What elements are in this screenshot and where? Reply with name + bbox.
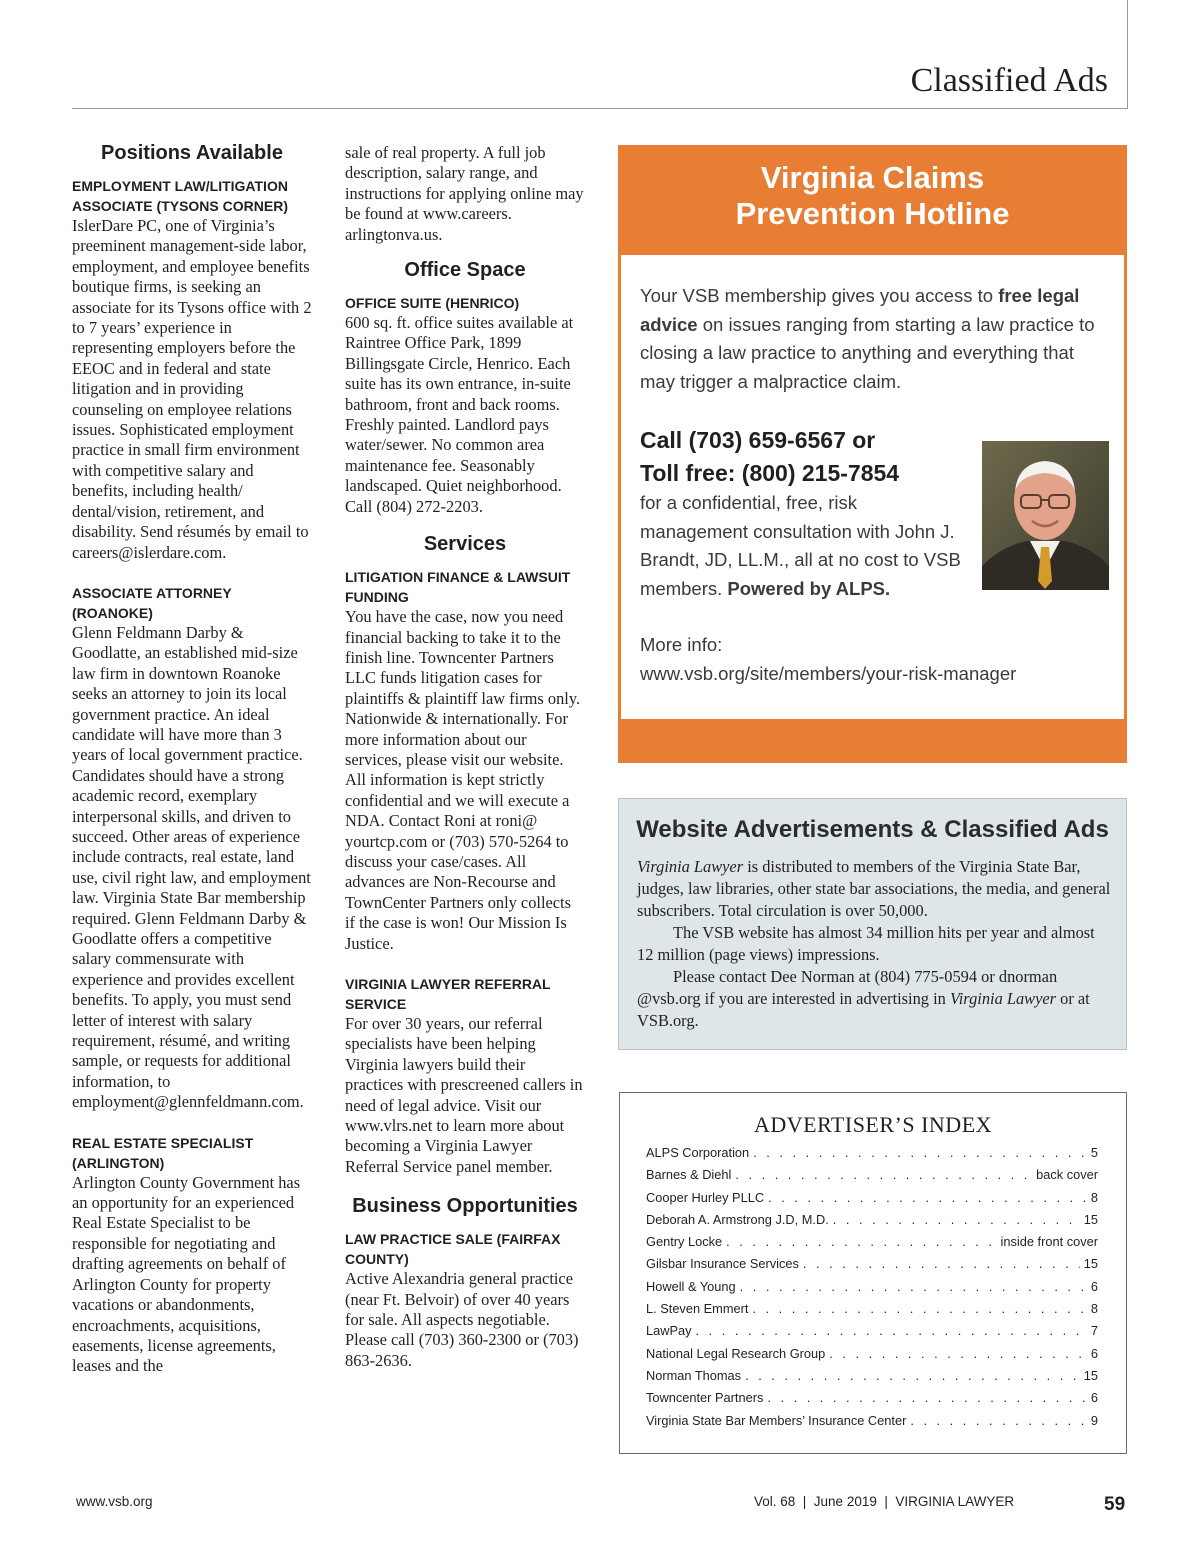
index-row [646, 1212, 1098, 1234]
index-page: 8 [1090, 1189, 1098, 1205]
advertiser-index-list [646, 1145, 1098, 1435]
index-row [646, 1256, 1098, 1278]
section-title: Classified Ads [910, 62, 1108, 99]
index-advertiser: Norman Thomas [646, 1367, 742, 1383]
index-row [646, 1301, 1098, 1323]
index-row [646, 1413, 1098, 1435]
hotline-description: Your VSB membership gives you access to free legal advice on issues ranging from starting a law practice to closing a law practice to anything and everything that may trigger a malpractice claim. [640, 285, 1095, 392]
index-row [646, 1346, 1098, 1368]
ad-body: Active Alexandria general practice (near Ft. Belvoir) of over 40 years for sale. All aspects negotiable. Please call (703) 360-2300 or (703) 863-2636. [345, 1269, 579, 1370]
index-advertiser: Cooper Hurley PLLC [646, 1189, 765, 1205]
hotline-consultation-text: for a confidential, free, risk management consultation with John J. Brandt, JD, LL.M., all at no cost to VSB members. Powered by ALPS. [640, 492, 961, 599]
header-horizontal-rule [72, 108, 1128, 109]
page-number: 59 [1104, 1494, 1126, 1515]
ad-body-continued: sale of real property. A full job description, salary range, and instructions for applying online may be found at www.careers. arlingtonva.us. [345, 143, 584, 244]
index-row [646, 1279, 1098, 1301]
index-leader-dots [768, 1190, 1087, 1205]
index-page: back cover [1036, 1167, 1098, 1183]
ad-body: For over 30 years, our referral specialists have been helping Virginia lawyers build their practices with prescreened callers in need of legal advice. Visit our www.vlrs.net to learn more about becoming a Virginia Lawyer Referral Service panel member. [345, 1014, 583, 1176]
index-page: inside front cover [1000, 1234, 1098, 1250]
powered-by-alps: Powered by ALPS. [727, 577, 891, 599]
website-ads-paragraph-1: Virginia Lawyer is distributed to members of the Virginia State Bar, judges, law libraries, other state bar associations, the media, and general subscribers. Total circulation is over 50,000. [637, 857, 1111, 920]
index-advertiser: L. Steven Emmert [646, 1301, 749, 1317]
index-row [646, 1390, 1098, 1412]
index-row [646, 1323, 1098, 1345]
index-page: 15 [1083, 1211, 1098, 1227]
index-advertiser: LawPay [646, 1323, 692, 1339]
ad-title: VIRGINIA LAWYER REFERRAL SERVICE [345, 976, 551, 1012]
index-advertiser: Gentry Locke [646, 1234, 723, 1250]
index-advertiser: Howell & Young [646, 1278, 736, 1294]
ad-title: LAW PRACTICE SALE (FAIRFAX COUNTY) [345, 1231, 561, 1268]
index-advertiser: Towncenter Partners [646, 1390, 764, 1406]
ad-title: OFFICE SUITE (HENRICO) [345, 295, 520, 312]
index-page: 9 [1090, 1412, 1098, 1428]
ad-title: REAL ESTATE SPECIALIST (ARLINGTON) [72, 1134, 254, 1171]
index-advertiser: Virginia State Bar Members’ Insurance Center [646, 1412, 907, 1428]
index-leader-dots [735, 1167, 1032, 1182]
index-leader-dots [910, 1413, 1087, 1428]
classifieds-column-1 [72, 140, 312, 1377]
index-leader-dots [745, 1368, 1080, 1383]
index-leader-dots [767, 1390, 1087, 1405]
index-leader-dots [829, 1346, 1087, 1361]
index-page: 6 [1090, 1345, 1098, 1361]
services-heading: Services [423, 533, 507, 556]
hotline-phone-local: Call (703) 659-6567 or [640, 427, 876, 453]
index-row [646, 1234, 1098, 1256]
website-ads-paragraph-3: Please contact Dee Norman at (804) 775-0594 or dnorman @vsb.org if you are interested in advertising in Virginia Lawyer or at VSB.org. [637, 967, 1090, 1030]
hotline-title-line-2: Prevention Hotline [735, 196, 1010, 231]
index-page: 7 [1090, 1323, 1098, 1339]
index-page: 6 [1090, 1390, 1098, 1406]
more-info-label: More info: [640, 634, 723, 655]
ad-body: Arlington County Government has an opportunity for an experienced Real Estate Specialist to be responsible for negotiating and drafting agreements on behalf of Arlington County for property vacations or abandonments, encroachments, acquisitions, easements, license agreements, leases and the [72, 1172, 301, 1376]
free-legal-advice-emphasis: free legal advice [640, 285, 1080, 335]
more-info-link[interactable]: www.vsb.org/site/members/your-risk-manager [640, 662, 1017, 684]
ad-body: 600 sq. ft. office suites available at Raintree Office Park, 1899 Billingsgate Circle, Henrico. Each suite has its own entrance, in-suite bathroom, front and back rooms. Freshly painted. Landlord pays water/sewer. No common area maintenance fee. Seasonably landscaped. Quiet neighborhood. Call (804) 272-2203. [345, 313, 574, 516]
index-leader-dots [753, 1145, 1087, 1160]
index-leader-dots [696, 1323, 1087, 1338]
index-page: 6 [1090, 1278, 1098, 1294]
index-page: 15 [1083, 1256, 1098, 1272]
index-leader-dots [752, 1301, 1086, 1316]
index-leader-dots [740, 1279, 1087, 1294]
ad-title: LITIGATION FINANCE & LAWSUIT FUNDING [345, 569, 571, 606]
hotline-phone-tollfree: Toll free: (800) 215-7854 [640, 460, 900, 486]
hotline-more-info [640, 631, 1110, 688]
index-advertiser: ALPS Corporation [646, 1145, 750, 1160]
index-advertiser: National Legal Research Group [646, 1345, 826, 1361]
business-heading: Business Opportunities [352, 1195, 578, 1218]
classifieds-column-2 [345, 143, 585, 1371]
office-space-heading: Office Space [404, 259, 526, 282]
footer-website[interactable]: www.vsb.org [76, 1494, 153, 1509]
advertiser-index-title: ADVERTISER’S INDEX [753, 1112, 993, 1137]
index-row [646, 1167, 1098, 1189]
ad-body: IslerDare PC, one of Virginia’s preeminent management-side labor, employment, and employee benefits boutique firms, is seeking an associate for its Tysons office with 2 to 7 years’ experience in representing employers before the EEOC and in federal and state litigation and in providing counseling on employee relations issues. Sophisticated employment practice in small firm environment with competitive salary and benefits, including health/ dental/vision, retirement, and disability. Send résumés by email to careers@islerdare.com. [72, 216, 312, 562]
ad-title: EMPLOYMENT LAW/LITIGATION ASSOCIATE (TYSONS CORNER) [72, 178, 288, 214]
header-vertical-rule [1127, 0, 1128, 108]
website-ads-title: Website Advertisements & Classified Ads [636, 816, 1109, 843]
index-leader-dots [803, 1256, 1080, 1271]
index-row [646, 1190, 1098, 1212]
index-page: 15 [1083, 1367, 1098, 1383]
john-brandt-portrait [982, 441, 1109, 590]
index-advertiser: Barnes & Diehl [646, 1167, 732, 1183]
index-leader-dots [726, 1234, 996, 1249]
hotline-title-line-1: Virginia Claims [760, 160, 985, 195]
ad-title: ASSOCIATE ATTORNEY (ROANOKE) [72, 584, 232, 621]
index-advertiser: Gilsbar Insurance Services [646, 1256, 799, 1272]
hotline-phone-numbers [640, 424, 970, 490]
hotline-title [621, 160, 1124, 232]
index-leader-dots [833, 1212, 1080, 1227]
website-ads-text [637, 856, 1112, 1032]
index-row [646, 1368, 1098, 1390]
positions-heading: Positions Available [101, 142, 283, 164]
ad-body: Glenn Feldmann Darby & Goodlatte, an established mid-size law firm in downtown Roanoke seeks an attorney to join its local government practice. An ideal candidate will have more than 3 years of local government practice. Candidates should have a strong academic record, exemplary interpersonal skills, and driven to succeed. Other areas of experience include contracts, real estate, land use, civil right law, and employment law. Virginia State Bar membership required. Glenn Feldmann Darby & Goodlatte offers a competitive salary commensurate with experience and provides excellent benefits. To apply, you must send letter of interest with salary requirement, résumé, and writing sample, or requests for additional information, to employment@glennfeldmann.com. [72, 622, 311, 1112]
index-row [646, 1145, 1098, 1167]
ad-body: You have the case, now you need financial backing to take it to the finish line. Towncenter Partners LLC funds litigation cases for plaintiffs & plaintiff law firms only. Nationwide & internationally. For more information about our services, please visit our website. All information is kept strictly confidential and we will execute a NDA. Contact Roni at roni@ yourtcp.com or (703) 570-5264 to discuss your case/cases. All advances are Non-Recourse and TownCenter Partners only collects if the case is won! Our Mission Is Justice. [345, 607, 581, 953]
index-advertiser: Deborah A. Armstrong J.D, M.D. [646, 1211, 829, 1227]
index-page: 8 [1090, 1301, 1098, 1317]
index-page: 5 [1090, 1145, 1098, 1160]
footer-issue-info: Vol. 68 | June 2019 | VIRGINIA LAWYER [754, 1494, 1015, 1509]
website-ads-paragraph-2: The VSB website has almost 34 million hits per year and almost 12 million (page views) impressions. [637, 923, 1095, 964]
